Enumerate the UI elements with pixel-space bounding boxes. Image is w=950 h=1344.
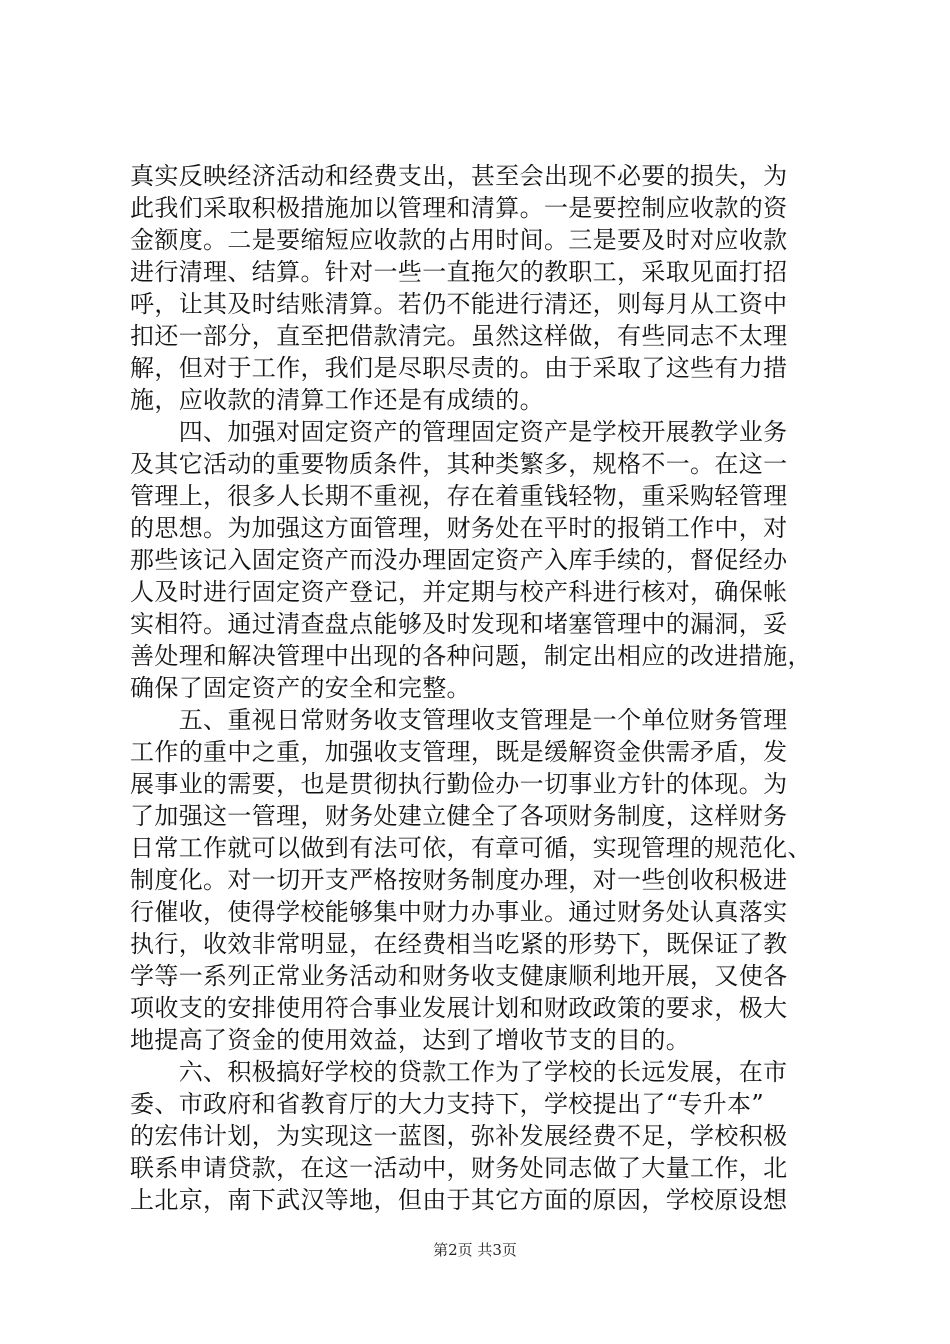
document-body — [130, 160, 830, 1216]
text-line: 执行，收效非常明显，在经费相当吃紧的形势下，既保证了教 — [130, 930, 788, 958]
text-line: 上北京，南下武汉等地，但由于其它方面的原因，学校原设想 — [130, 1186, 788, 1214]
text-line: 解，但对于工作，我们是尽职尽责的。由于采取了这些有力措 — [130, 354, 788, 382]
text-line: 地提高了资金的使用效益，达到了增收节支的目的。 — [130, 1026, 691, 1054]
text-line: 及其它活动的重要物质条件，其种类繁多，规格不一。在这一 — [130, 450, 788, 478]
text-line: 扣还一部分，直至把借款清完。虽然这样做，有些同志不太理 — [130, 322, 788, 350]
text-line: 管理上，很多人长期不重视，存在着重钱轻物，重采购轻管理 — [130, 482, 788, 510]
text-line: 的宏伟计划，为实现这一蓝图，弥补发展经费不足，学校积极 — [130, 1122, 788, 1150]
text-line: 金额度。二是要缩短应收款的占用时间。三是要及时对应收款 — [130, 226, 788, 254]
text-line: 学等一系列正常业务活动和财务收支健康顺利地开展，又使各 — [130, 962, 788, 990]
text-line: 工作的重中之重，加强收支管理，既是缓解资金供需矛盾，发 — [130, 738, 788, 766]
text-line: 此我们采取积极措施加以管理和清算。一是要控制应收款的资 — [130, 194, 788, 222]
text-line: 项收支的安排使用符合事业发展计划和财政政策的要求，极大 — [130, 994, 788, 1022]
text-line: 六、积极搞好学校的贷款工作为了学校的长远发展，在市 — [130, 1058, 788, 1086]
text-line: 联系申请贷款，在这一活动中，财务处同志做了大量工作，北 — [130, 1154, 788, 1182]
text-line: 实相符。通过清查盘点能够及时发现和堵塞管理中的漏洞，妥 — [130, 610, 788, 638]
text-line: 制度化。对一切开支严格按财务制度办理，对一些创收积极进 — [130, 866, 788, 894]
text-line: 真实反映经济活动和经费支出，甚至会出现不必要的损失，为 — [130, 162, 788, 190]
text-line: 呼，让其及时结账清算。若仍不能进行清还，则每月从工资中 — [130, 290, 788, 318]
text-line: 展事业的需要，也是贯彻执行勤俭办一切事业方针的体现。为 — [130, 770, 788, 798]
text-line: 进行清理、结算。针对一些一直拖欠的教职工，采取见面打招 — [130, 258, 788, 286]
text-line: 那些该记入固定资产而没办理固定资产入库手续的，督促经办 — [130, 546, 788, 574]
text-line: 施，应收款的清算工作还是有成绩的。 — [130, 386, 544, 414]
text-line: 人及时进行固定资产登记，并定期与校产科进行核对，确保帐 — [130, 578, 788, 606]
page-number-footer: 第2页 共3页 — [433, 1241, 517, 1259]
text-line: 四、加强对固定资产的管理固定资产是学校开展教学业务 — [130, 418, 788, 446]
text-line: 五、重视日常财务收支管理收支管理是一个单位财务管理 — [130, 706, 788, 734]
text-line: 了加强这一管理，财务处建立健全了各项财务制度，这样财务 — [130, 802, 788, 830]
text-line: 善处理和解决管理中出现的各种问题，制定出相应的改进措施， — [130, 642, 812, 670]
text-line: 日常工作就可以做到有法可依，有章可循，实现管理的规范化、 — [130, 834, 812, 862]
text-line: 的思想。为加强这方面管理，财务处在平时的报销工作中，对 — [130, 514, 788, 542]
text-line: 行催收，使得学校能够集中财力办事业。通过财务处认真落实 — [130, 898, 788, 926]
text-line: 委、市政府和省教育厅的大力支持下，学校提出了“专升本” — [130, 1090, 764, 1118]
text-line: 确保了固定资产的安全和完整。 — [130, 674, 471, 702]
